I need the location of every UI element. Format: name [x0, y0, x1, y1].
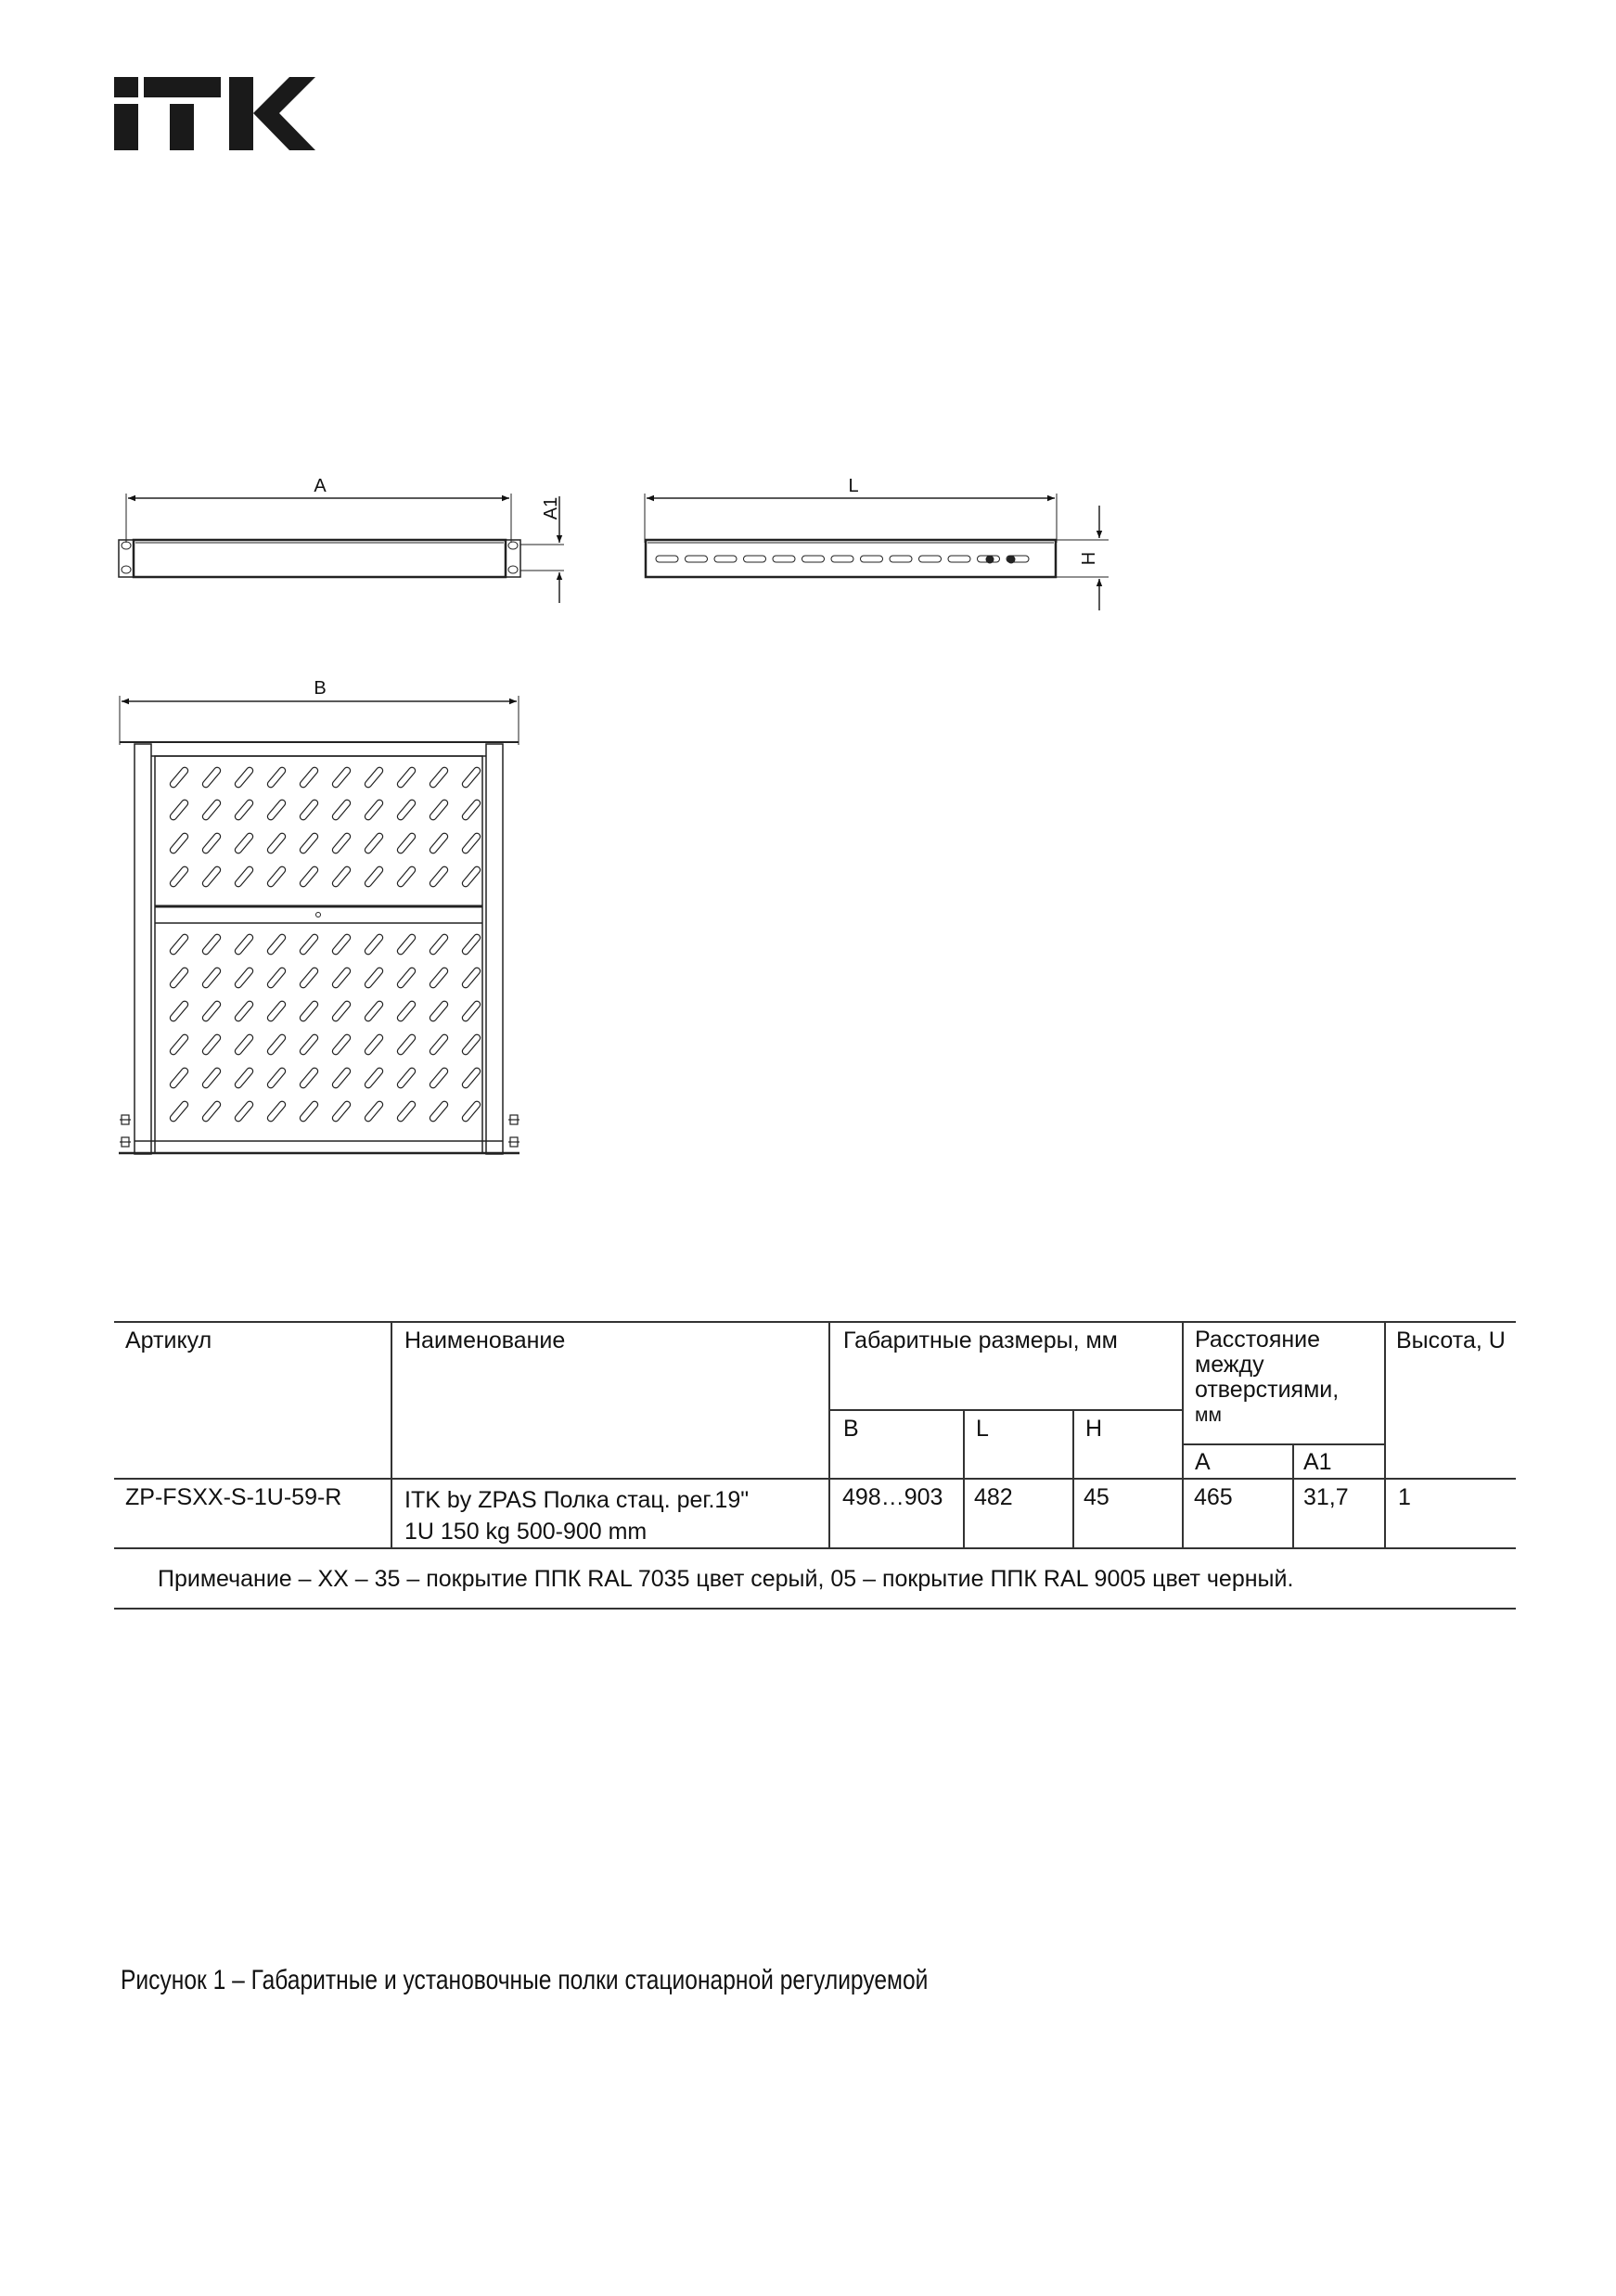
perforation-slot	[364, 866, 384, 888]
perforation-slot	[266, 1067, 287, 1089]
perforation-slot	[169, 1100, 189, 1122]
perforation-slot	[169, 967, 189, 989]
cell-name	[404, 1484, 749, 1547]
perforation-slot	[266, 766, 287, 789]
cell-a: 465	[1194, 1484, 1233, 1510]
perforation-slot	[364, 1067, 384, 1089]
perforation-slot	[201, 1100, 222, 1122]
front-view	[119, 494, 564, 603]
cell-article: ZP-FSXX-S-1U-59-R	[125, 1484, 342, 1510]
perforation-slot	[299, 933, 319, 956]
perforation-slot	[331, 1067, 352, 1089]
perforation-slot	[169, 1000, 189, 1022]
slot-hole	[744, 556, 766, 562]
cell-a1: 31,7	[1303, 1484, 1349, 1510]
perforation-slot	[266, 866, 287, 888]
perforation-slot	[331, 866, 352, 888]
perforation-slot	[429, 766, 449, 789]
header-holes-line: мм	[1195, 1405, 1222, 1426]
perforation-slot	[429, 1000, 449, 1022]
cell-name-line: 1U 150 kg 500-900 mm	[404, 1519, 648, 1545]
perforation-slot	[201, 799, 222, 821]
cell-height: 1	[1398, 1484, 1411, 1510]
dim-label-l: L	[848, 476, 859, 496]
dim-label-a1: A1	[541, 496, 561, 520]
perforation-slot	[201, 1067, 222, 1089]
perforation-slot	[331, 1100, 352, 1122]
perforation-slot	[266, 1100, 287, 1122]
perforation-slot	[299, 1033, 319, 1056]
perforation-slot	[169, 1067, 189, 1089]
perforation-slot	[364, 1033, 384, 1056]
perforation-slot	[234, 1000, 254, 1022]
perforation-slot	[461, 1000, 481, 1022]
perforation-slot	[364, 1000, 384, 1022]
perforation-slot	[266, 832, 287, 854]
perforation-slot	[169, 1033, 189, 1056]
perforation-slot	[266, 933, 287, 956]
perforation-slot	[364, 1100, 384, 1122]
perforation-slot	[299, 832, 319, 854]
perforation-slot	[364, 832, 384, 854]
header-holes-line: между	[1195, 1352, 1264, 1378]
header-dim-l: L	[976, 1416, 989, 1442]
slot-hole	[919, 556, 942, 562]
perforation-slot	[234, 799, 254, 821]
perforation-slot	[169, 766, 189, 789]
dim-label-h: H	[1079, 551, 1099, 566]
perforation-slot	[461, 933, 481, 956]
dim-label-b: B	[314, 678, 327, 699]
perforation-slot	[461, 1067, 481, 1089]
perforation-slot	[461, 799, 481, 821]
perforation-slot	[396, 1067, 417, 1089]
perforation-slot	[429, 1067, 449, 1089]
cell-h: 45	[1084, 1484, 1109, 1510]
perforation-slot	[429, 933, 449, 956]
dim-label-a: A	[314, 476, 327, 496]
perforation-slot	[396, 1000, 417, 1022]
perforation-slot	[169, 866, 189, 888]
perforation-slot	[461, 866, 481, 888]
perforation-slot	[201, 866, 222, 888]
perforation-slot	[396, 1033, 417, 1056]
perforation-slot	[201, 1033, 222, 1056]
perforation-slot	[201, 967, 222, 989]
header-dimensions: Габаритные размеры, мм	[843, 1328, 1118, 1353]
perforation-slot	[429, 799, 449, 821]
header-hole-a1: A1	[1303, 1449, 1332, 1475]
slot-hole	[773, 556, 795, 562]
perforation-slot	[396, 1100, 417, 1122]
slot-hole	[831, 556, 853, 562]
perforation-slot	[396, 766, 417, 789]
slot-hole	[948, 556, 970, 562]
perforation-slot	[234, 1033, 254, 1056]
perforation-slot	[234, 832, 254, 854]
perforation-slot	[234, 866, 254, 888]
perforation-slot	[461, 1100, 481, 1122]
perforation-slot	[234, 933, 254, 956]
slot-hole	[714, 556, 737, 562]
perforation-slot	[429, 832, 449, 854]
perforation-slot	[169, 832, 189, 854]
perforation-slot	[396, 866, 417, 888]
slot-hole	[656, 556, 678, 562]
cell-l: 482	[974, 1484, 1013, 1510]
perforation-slot	[299, 1100, 319, 1122]
perforation-slot	[234, 1067, 254, 1089]
slot-hole	[802, 556, 825, 562]
perforation-slot	[429, 1033, 449, 1056]
perforation-slot	[266, 799, 287, 821]
perforation-slot	[234, 1100, 254, 1122]
perforation-slot	[461, 832, 481, 854]
top-view	[119, 696, 519, 1154]
header-holes-line: Расстояние	[1195, 1327, 1321, 1353]
perforation-slot	[396, 799, 417, 821]
perforation-slot	[331, 1000, 352, 1022]
perforation-slot	[266, 1000, 287, 1022]
header-article: Артикул	[125, 1328, 212, 1353]
header-dim-b: B	[843, 1416, 859, 1442]
perforation-slot	[201, 832, 222, 854]
header-dim-h: H	[1085, 1416, 1103, 1442]
figure-caption: Рисунок 1 – Габаритные и установочные полки стационарной регулируемой	[121, 1965, 929, 1995]
perforation-slot	[169, 799, 189, 821]
perforation-slot	[364, 799, 384, 821]
perforation-slot	[364, 933, 384, 956]
perforation-slot	[234, 967, 254, 989]
perforation-slot	[331, 1033, 352, 1056]
perforation-slot	[461, 1033, 481, 1056]
perforation-slot	[169, 933, 189, 956]
perforation-slot	[299, 1067, 319, 1089]
perforation-slot	[299, 866, 319, 888]
header-holes-line: отверстиями,	[1195, 1377, 1340, 1403]
perforation-slot	[364, 766, 384, 789]
perforation-slot	[299, 1000, 319, 1022]
perforation-slot	[396, 933, 417, 956]
table-note: Примечание – XX – 35 – покрытие ППК RAL 7035 цвет серый, 05 – покрытие ППК RAL 9005 цвет черный.	[158, 1566, 1294, 1592]
perforation-slot	[234, 766, 254, 789]
slot-hole	[861, 556, 883, 562]
perforation-slot	[201, 766, 222, 789]
perforation-slot	[461, 766, 481, 789]
side-view	[645, 494, 1109, 610]
perforation-slot	[331, 967, 352, 989]
perforation-slot	[201, 1000, 222, 1022]
perforation-slot	[429, 1100, 449, 1122]
slot-hole	[686, 556, 708, 562]
cell-b: 498…903	[842, 1484, 943, 1510]
perforation-slot	[331, 832, 352, 854]
perforation-slot	[396, 967, 417, 989]
perforation-slot	[396, 832, 417, 854]
perforation-slot	[266, 1033, 287, 1056]
perforation-slot	[331, 799, 352, 821]
header-hole-a: A	[1195, 1449, 1211, 1475]
perforation-slot	[461, 967, 481, 989]
header-holes	[1195, 1328, 1339, 1428]
header-height: Высота, U	[1396, 1328, 1506, 1353]
slot-hole	[890, 556, 912, 562]
perforation-slot	[429, 967, 449, 989]
perforation-slot	[364, 967, 384, 989]
perforation-slot	[266, 967, 287, 989]
perforation-slot	[331, 933, 352, 956]
header-name: Наименование	[404, 1328, 566, 1353]
perforation-slot	[299, 967, 319, 989]
perforation-slot	[299, 799, 319, 821]
perforation-slot	[429, 866, 449, 888]
perforation-slot	[201, 933, 222, 956]
perforation-slot	[299, 766, 319, 789]
perforation-slot	[331, 766, 352, 789]
cell-name-line: ITK by ZPAS Полка стац. рег.19"	[404, 1487, 750, 1513]
